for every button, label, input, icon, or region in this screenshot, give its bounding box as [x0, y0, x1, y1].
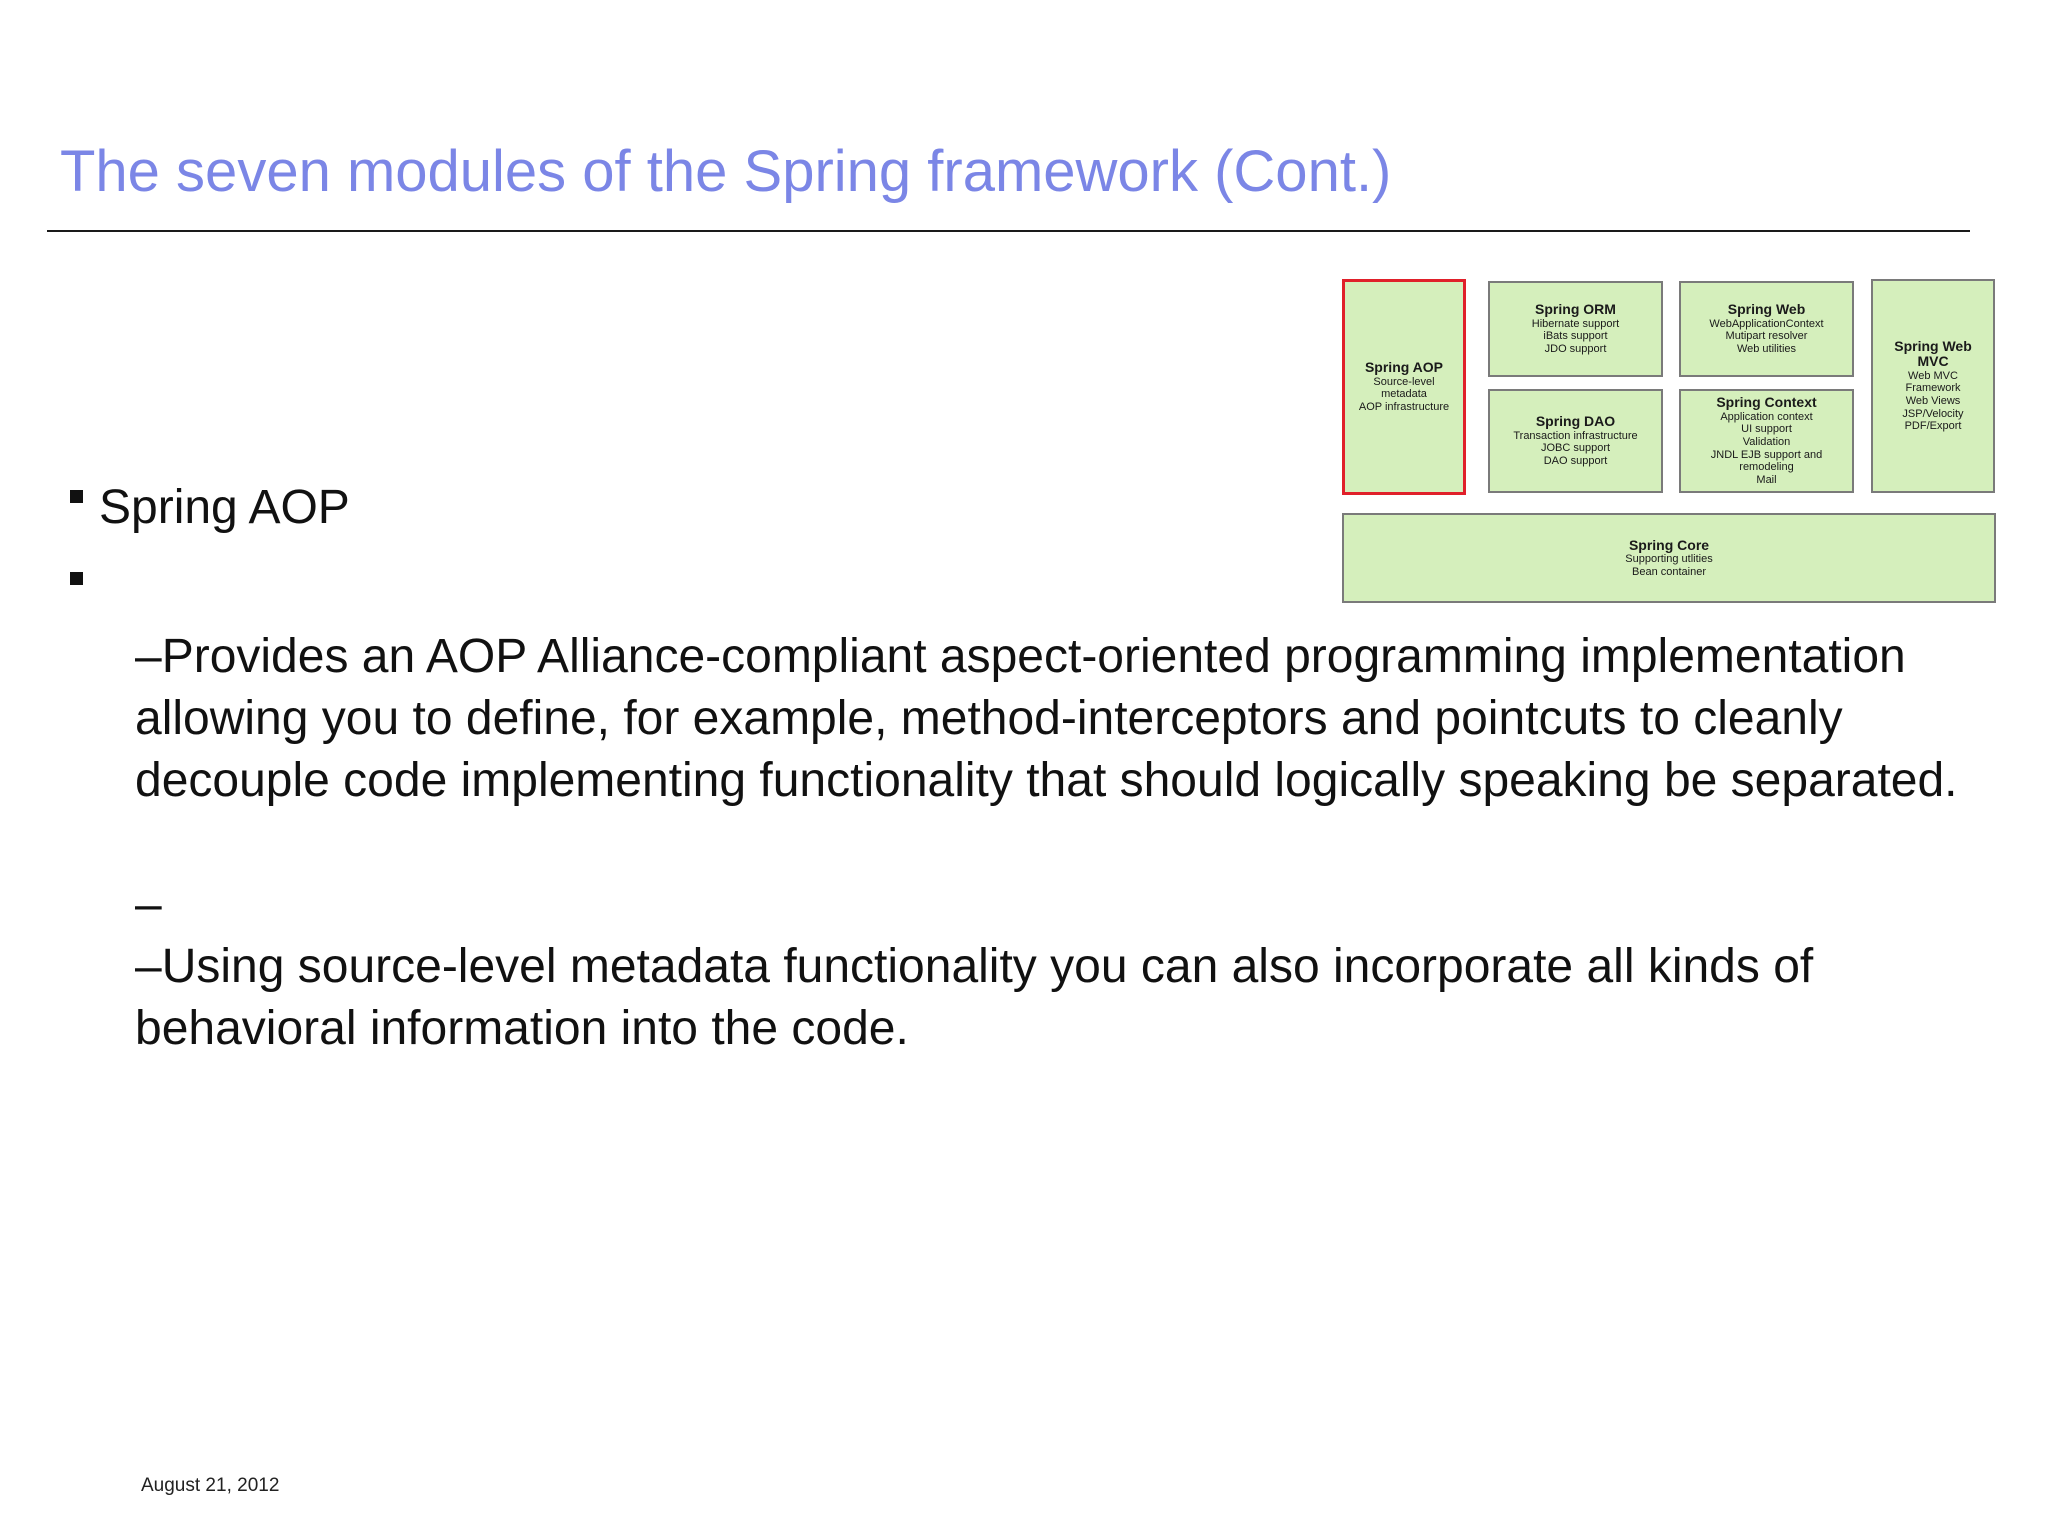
module-line: iBats support: [1543, 330, 1608, 343]
module-line: JNDL EJB support and: [1710, 448, 1823, 461]
module-line: PDF/Export: [1904, 420, 1962, 433]
module-spring-web-mvc: [1871, 279, 1995, 493]
module-line: WebApplicationContext: [1709, 317, 1824, 330]
module-line: JOBC support: [1540, 442, 1611, 455]
module-title: Spring Web MVC: [1894, 338, 1972, 370]
module-spring-core: [1342, 513, 1996, 603]
module-line: remodeling: [1739, 461, 1794, 474]
module-spring-context: [1679, 389, 1854, 493]
sub-item-aop-implementation: –Provides an AOP Alliance-compliant aspect-oriented programming implementation allowing you to define, for example, method-interceptors and pointcuts to cleanly decouple code implementing functionality that should logically speaking be separated.: [135, 630, 1958, 807]
bullet-marker: [70, 490, 83, 503]
module-line: AOP infrastructure: [1358, 401, 1450, 414]
module-spring-orm: [1488, 281, 1663, 377]
module-line: Application context: [1720, 410, 1813, 423]
module-spring-aop: [1342, 279, 1466, 495]
bullet-empty: [70, 566, 99, 614]
module-title: Spring Core: [1628, 536, 1710, 553]
bullet-text: Spring AOP: [99, 481, 350, 534]
title-divider: [47, 230, 1970, 232]
module-line: UI support: [1741, 423, 1792, 436]
module-title: Spring Web: [1727, 301, 1806, 318]
footer-date: August 21, 2012: [141, 1475, 280, 1496]
bullet-spring-aop: [70, 481, 350, 534]
spring-modules-diagram: [1338, 277, 1998, 607]
module-line: Supporting utlities: [1625, 553, 1713, 566]
module-line: Web Views: [1905, 395, 1961, 408]
module-line: Hibernate support: [1531, 317, 1620, 330]
module-title: Spring ORM: [1535, 301, 1616, 318]
slide-title: The seven modules of the Spring framework (Cont.): [60, 139, 1392, 204]
module-line: Transaction infrastructure: [1513, 429, 1638, 442]
module-title: Spring DAO: [1535, 413, 1616, 430]
sub-item-empty-dash: –: [135, 878, 162, 931]
module-spring-dao: [1488, 389, 1663, 493]
module-spring-web: [1679, 281, 1854, 377]
module-line: JSP/Velocity: [1902, 407, 1964, 420]
module-line: Framework: [1905, 382, 1961, 395]
module-line: Source-level: [1373, 375, 1435, 388]
bullet-marker: [70, 572, 83, 585]
module-line: Validation: [1742, 436, 1791, 449]
module-line: JDO support: [1544, 343, 1607, 356]
sub-item-source-metadata: –Using source-level metadata functionality you can also incorporate all kinds of behavioral information into the code.: [135, 940, 1814, 1055]
module-line: DAO support: [1543, 455, 1608, 468]
module-line: metadata: [1381, 388, 1427, 401]
module-line: Web utilities: [1736, 343, 1797, 356]
module-line: Mutipart resolver: [1725, 330, 1808, 343]
module-title: Spring AOP: [1364, 359, 1444, 376]
module-line: Mail: [1756, 473, 1777, 486]
module-line: Bean container: [1632, 565, 1706, 578]
module-title: Spring Context: [1716, 394, 1817, 411]
module-line: Web MVC: [1908, 369, 1958, 382]
